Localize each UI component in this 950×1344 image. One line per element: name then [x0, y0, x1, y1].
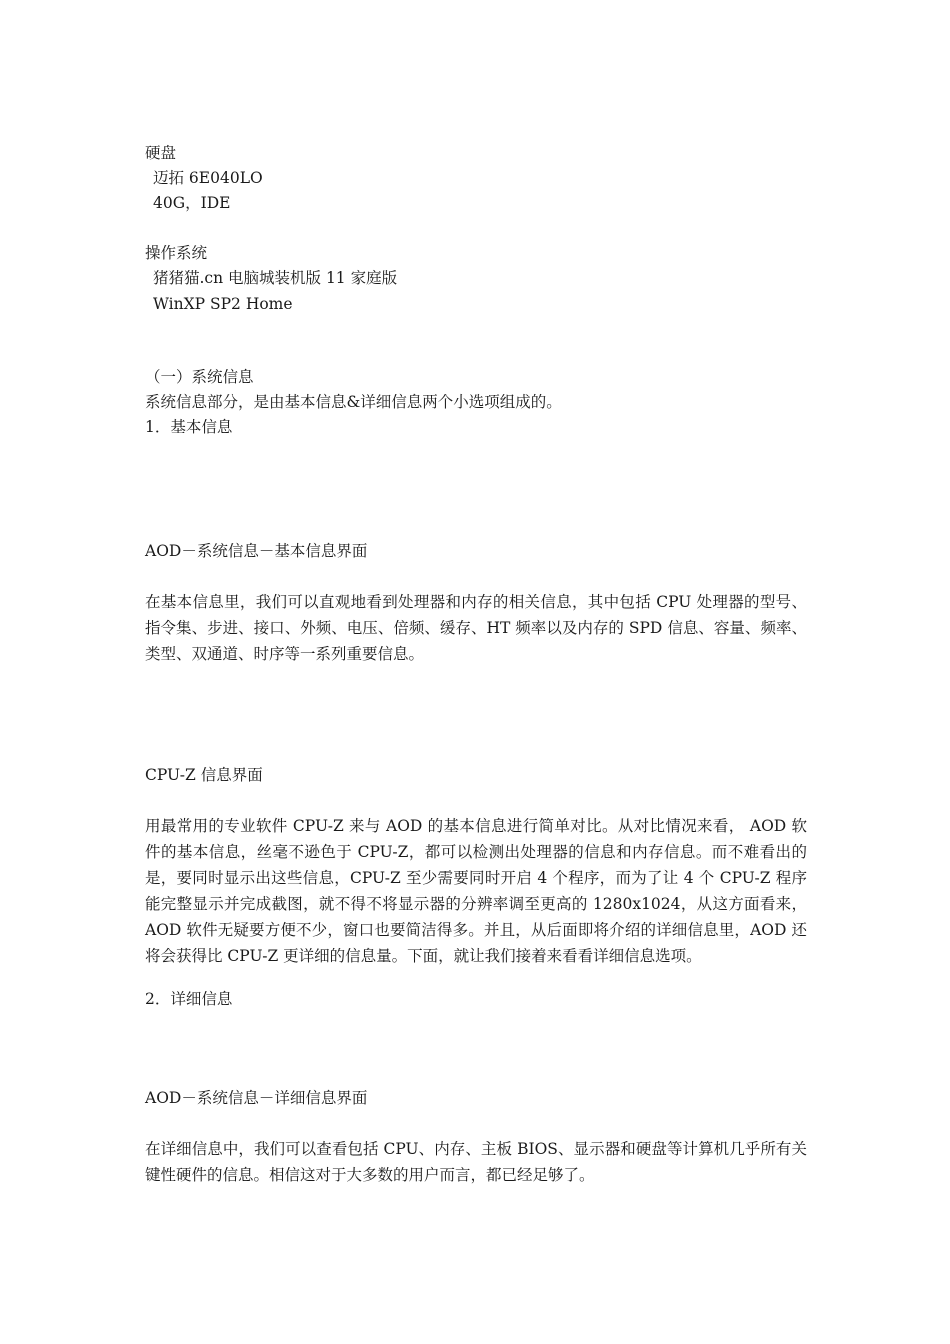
detail-info-subtitle: 2．详细信息 — [145, 990, 233, 1008]
basic-info-paragraph: 在基本信息里，我们可以直观地看到处理器和内存的相关信息，其中包括 CPU 处理器的型号、指令集、步进、接口、外频、电压、倍频、缓存、HT 频率以及内存的 SPD 信息、容量、频率、类型、双通道、时序等一系列重要信息。 — [145, 593, 807, 663]
basic-info-caption: AOD－系统信息－基本信息界面 — [145, 542, 368, 560]
detail-info-caption: AOD－系统信息－详细信息界面 — [145, 1089, 368, 1107]
cpuz-paragraph: 用最常用的专业软件 CPU-Z 来与 AOD 的基本信息进行简单对比。从对比情况来看， AOD 软件的基本信息，丝毫不逊色于 CPU-Z，都可以检测出处理器的信息和内存信息。而不难看出的是，要同时显示出这些信息，CPU-Z 至少需要同时开启 4 个程序，而为了让 4 个 CPU-Z 程序能完整显示并完成截图，就不得不将显示器的分辨率调至更高的 1280x1024，从这方面看来，AOD 软件无疑要方便不少，窗口也要简洁得多。并且，从后面即将介绍的详细信息里，AOD 还将会获得比 CPU-Z 更详细的信息量。下面，就让我们接着来看看详细信息选项。 — [145, 817, 807, 965]
section1-intro: 系统信息部分，是由基本信息&详细信息两个小选项组成的。 — [145, 393, 562, 411]
hard-disk-heading: 硬盘 — [145, 144, 177, 162]
os-heading: 操作系统 — [145, 244, 208, 262]
cpuz-caption: CPU-Z 信息界面 — [145, 766, 263, 784]
os-version: WinXP SP2 Home — [153, 295, 293, 313]
hard-disk-model: 迈拓 6E040LO — [153, 169, 263, 187]
hard-disk-spec: 40G，IDE — [153, 194, 231, 212]
basic-info-subtitle: 1．基本信息 — [145, 418, 233, 436]
os-edition: 猪猪猫.cn 电脑城装机版 11 家庭版 — [153, 269, 398, 287]
detail-info-paragraph: 在详细信息中，我们可以查看包括 CPU、内存、主板 BIOS、显示器和硬盘等计算机几乎所有关键性硬件的信息。相信这对于大多数的用户而言，都已经足够了。 — [145, 1140, 807, 1184]
section1-title: （一）系统信息 — [145, 368, 254, 386]
